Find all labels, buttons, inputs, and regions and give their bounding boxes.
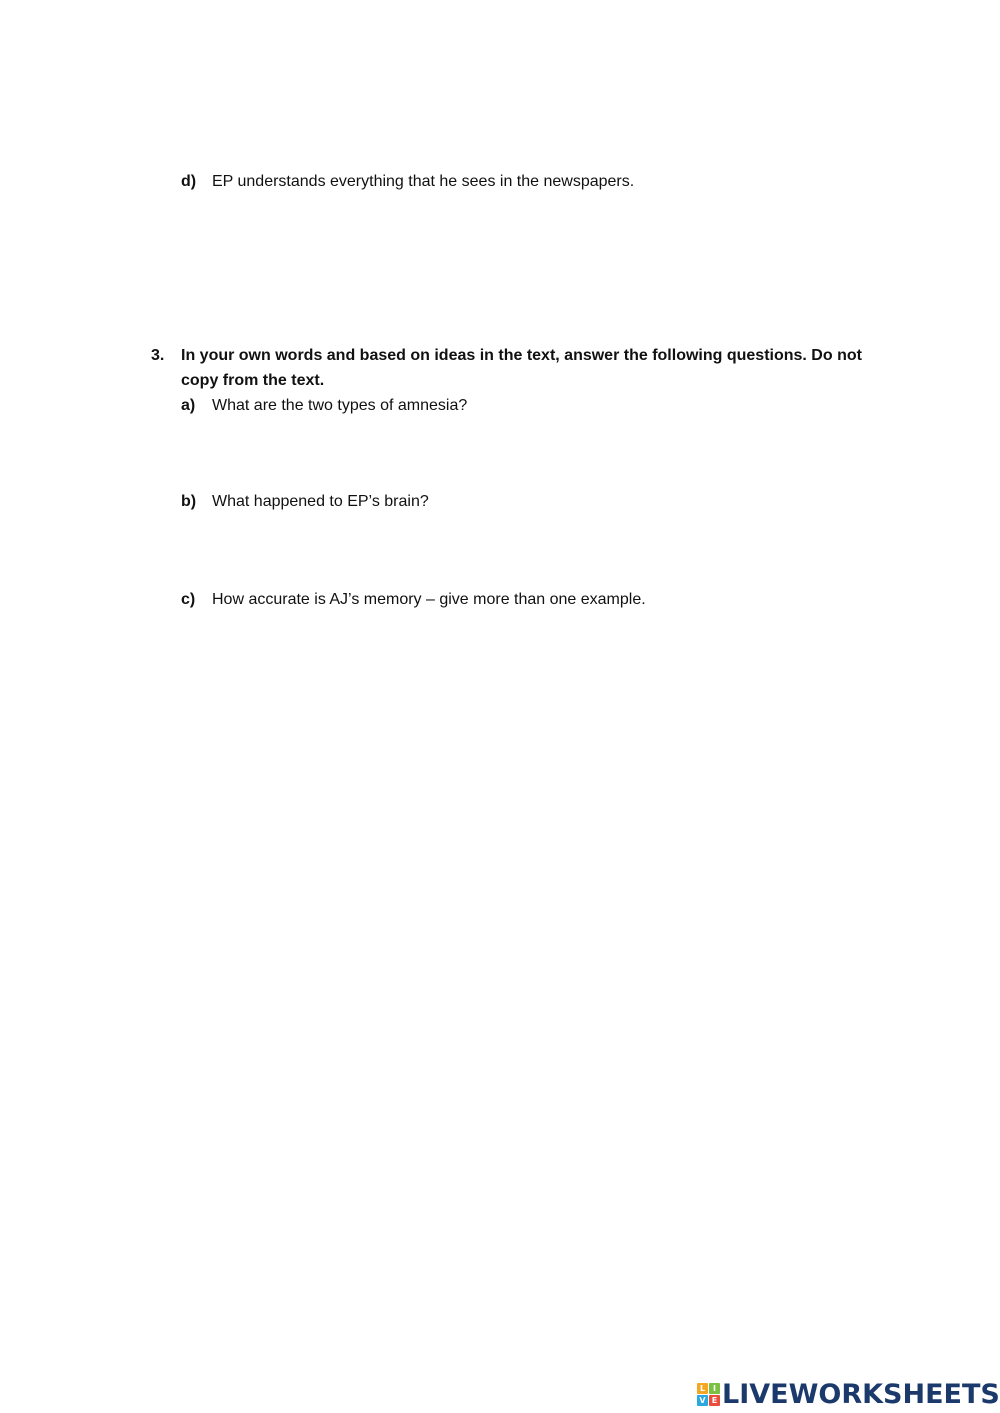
question-3-prompt-line-2: copy from the text. <box>181 372 325 389</box>
item-c-text: How accurate is AJ’s memory – give more than one example. <box>212 591 646 608</box>
logo-tile-i: I <box>709 1383 720 1394</box>
item-d-marker: d) <box>181 173 197 190</box>
item-b-text: What happened to EP’s brain? <box>212 493 429 510</box>
question-3-prompt-line-1: In your own words and based on ideas in the text, answer the following questions. Do not <box>181 347 862 364</box>
item-b-marker: b) <box>181 493 197 510</box>
item-c-marker: c) <box>181 591 196 608</box>
logo-tiles <box>697 1383 720 1406</box>
question-3-prompt <box>181 343 881 393</box>
logo-tile-l: L <box>697 1383 708 1394</box>
question-3-number: 3. <box>151 347 165 364</box>
logo-tile-e: E <box>709 1395 720 1406</box>
item-a-text: What are the two types of amnesia? <box>212 397 468 414</box>
item-a-marker: a) <box>181 397 196 414</box>
liveworksheets-logo <box>697 1378 1000 1410</box>
logo-tile-v: V <box>697 1395 708 1406</box>
item-d-text: EP understands everything that he sees in the newspapers. <box>212 173 635 190</box>
logo-wordmark: LIVEWORKSHEETS <box>722 1378 1000 1410</box>
